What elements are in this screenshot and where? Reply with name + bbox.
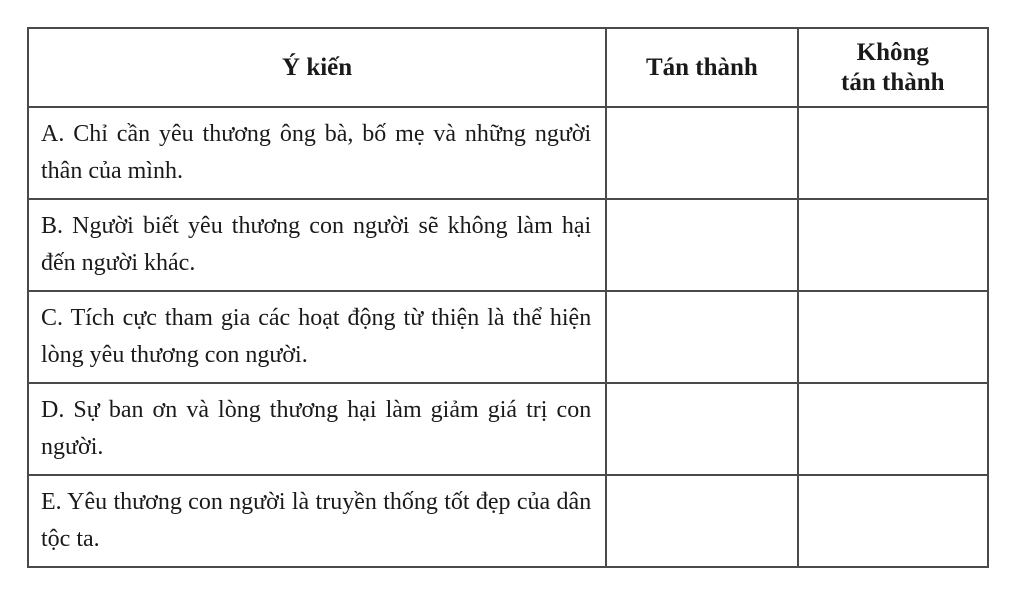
table-row [28,291,988,383]
table-row [28,475,988,567]
header-agree: Tán thành [606,28,797,107]
opinion-cell [28,383,606,475]
disagree-cell[interactable] [798,107,988,199]
opinion-cell [28,475,606,567]
opinion-text-c: C. Tích cực tham gia các hoạt động từ thiện là thể hiện lòng yêu thương con người. [41,305,592,368]
header-disagree-line2: tán thành [841,68,945,96]
agree-cell[interactable] [606,107,797,199]
opinion-text-d: D. Sự ban ơn và lòng thương hại làm giảm giá trị con người. [41,397,592,460]
header-row [28,28,988,107]
header-disagree [798,28,988,107]
disagree-cell[interactable] [798,383,988,475]
table-row [28,383,988,475]
opinion-cell [28,107,606,199]
opinion-cell [28,199,606,291]
opinion-text-b: B. Người biết yêu thương con người sẽ không làm hại đến người khác. [41,213,592,276]
table-row [28,199,988,291]
opinion-cell [28,291,606,383]
opinion-text-e: E. Yêu thương con người là truyền thống tốt đẹp của dân tộc ta. [41,489,592,552]
agree-cell[interactable] [606,199,797,291]
agree-cell[interactable] [606,383,797,475]
table-row [28,107,988,199]
agree-cell[interactable] [606,475,797,567]
disagree-cell[interactable] [798,291,988,383]
header-opinion: Ý kiến [28,28,606,107]
opinion-table [27,27,989,568]
opinion-text-a: A. Chỉ cần yêu thương ông bà, bố mẹ và những người thân của mình. [41,121,592,184]
disagree-cell[interactable] [798,199,988,291]
disagree-cell[interactable] [798,475,988,567]
header-disagree-line1: Không [856,38,929,66]
agree-cell[interactable] [606,291,797,383]
